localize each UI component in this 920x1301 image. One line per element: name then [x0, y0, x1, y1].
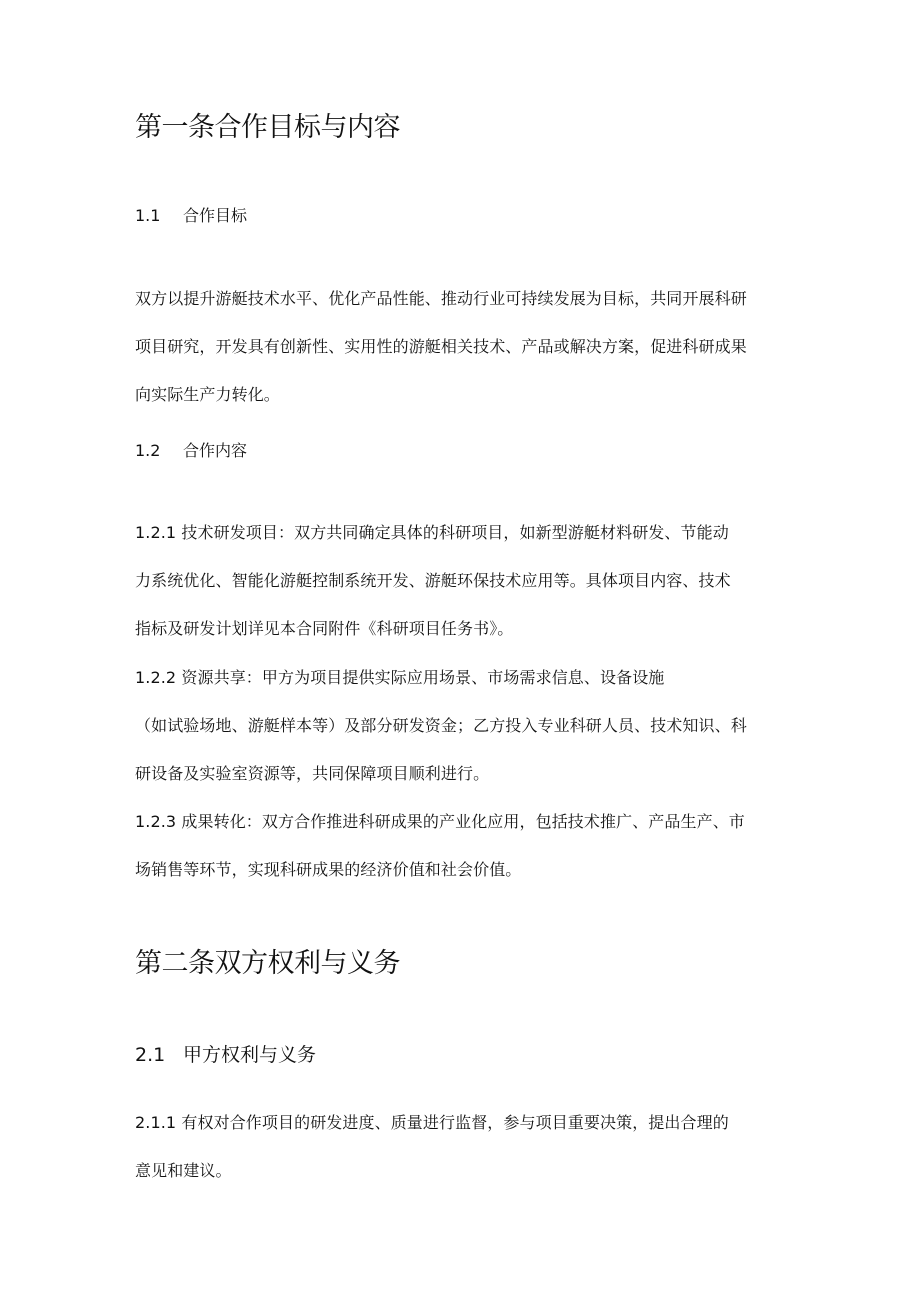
- paragraph-line: 1.2.3 成果转化：双方合作推进科研成果的产业化应用，包括技术推广、产品生产、市: [135, 812, 745, 831]
- section-number: 1.1: [135, 206, 161, 225]
- clause-2-1-1: [135, 1099, 785, 1195]
- clause-1-2-1: [135, 509, 785, 653]
- section-title: 合作目标: [183, 206, 248, 225]
- section-2-1-heading: [135, 1042, 785, 1068]
- section-1-1-paragraph: [135, 275, 785, 419]
- paragraph-line: 力系统优化、智能化游艇控制系统开发、游艇环保技术应用等。具体项目内容、技术: [135, 571, 731, 590]
- paragraph-line: 指标及研发计划详见本合同附件《科研项目任务书》。: [135, 619, 514, 638]
- paragraph-line: 意见和建议。: [135, 1161, 232, 1180]
- paragraph-line: 研设备及实验室资源等，共同保障项目顺利进行。: [135, 764, 490, 783]
- paragraph-line: 场销售等环节，实现科研成果的经济价值和社会价值。: [135, 860, 522, 879]
- paragraph-line: 双方以提升游艇技术水平、优化产品性能、推动行业可持续发展为目标，共同开展科研: [135, 289, 747, 308]
- article-2-title: 第二条双方权利与义务: [135, 948, 400, 979]
- paragraph-line: 项目研究，开发具有创新性、实用性的游艇相关技术、产品或解决方案，促进科研成果: [135, 337, 747, 356]
- section-title: 合作内容: [183, 441, 248, 460]
- paragraph-line: 2.1.1 有权对合作项目的研发进度、质量进行监督，参与项目重要决策，提出合理的: [135, 1113, 729, 1132]
- section-1-1-heading: [135, 204, 785, 228]
- section-title: 甲方权利与义务: [183, 1044, 317, 1066]
- paragraph-line: 1.2.1 技术研发项目：双方共同确定具体的科研项目，如新型游艇材料研发、节能动: [135, 523, 729, 542]
- clause-1-2-3: [135, 798, 785, 894]
- clause-1-2-2: [135, 654, 785, 798]
- article-1-title: 第一条合作目标与内容: [135, 112, 400, 143]
- paragraph-line: （如试验场地、游艇样本等）及部分研发资金；乙方投入专业科研人员、技术知识、科: [135, 716, 747, 735]
- section-1-2-heading: [135, 439, 785, 463]
- section-number: 2.1: [135, 1044, 166, 1066]
- paragraph-line: 向实际生产力转化。: [135, 385, 280, 404]
- section-number: 1.2: [135, 441, 161, 460]
- paragraph-line: 1.2.2 资源共享：甲方为项目提供实际应用场景、市场需求信息、设备设施: [135, 668, 665, 687]
